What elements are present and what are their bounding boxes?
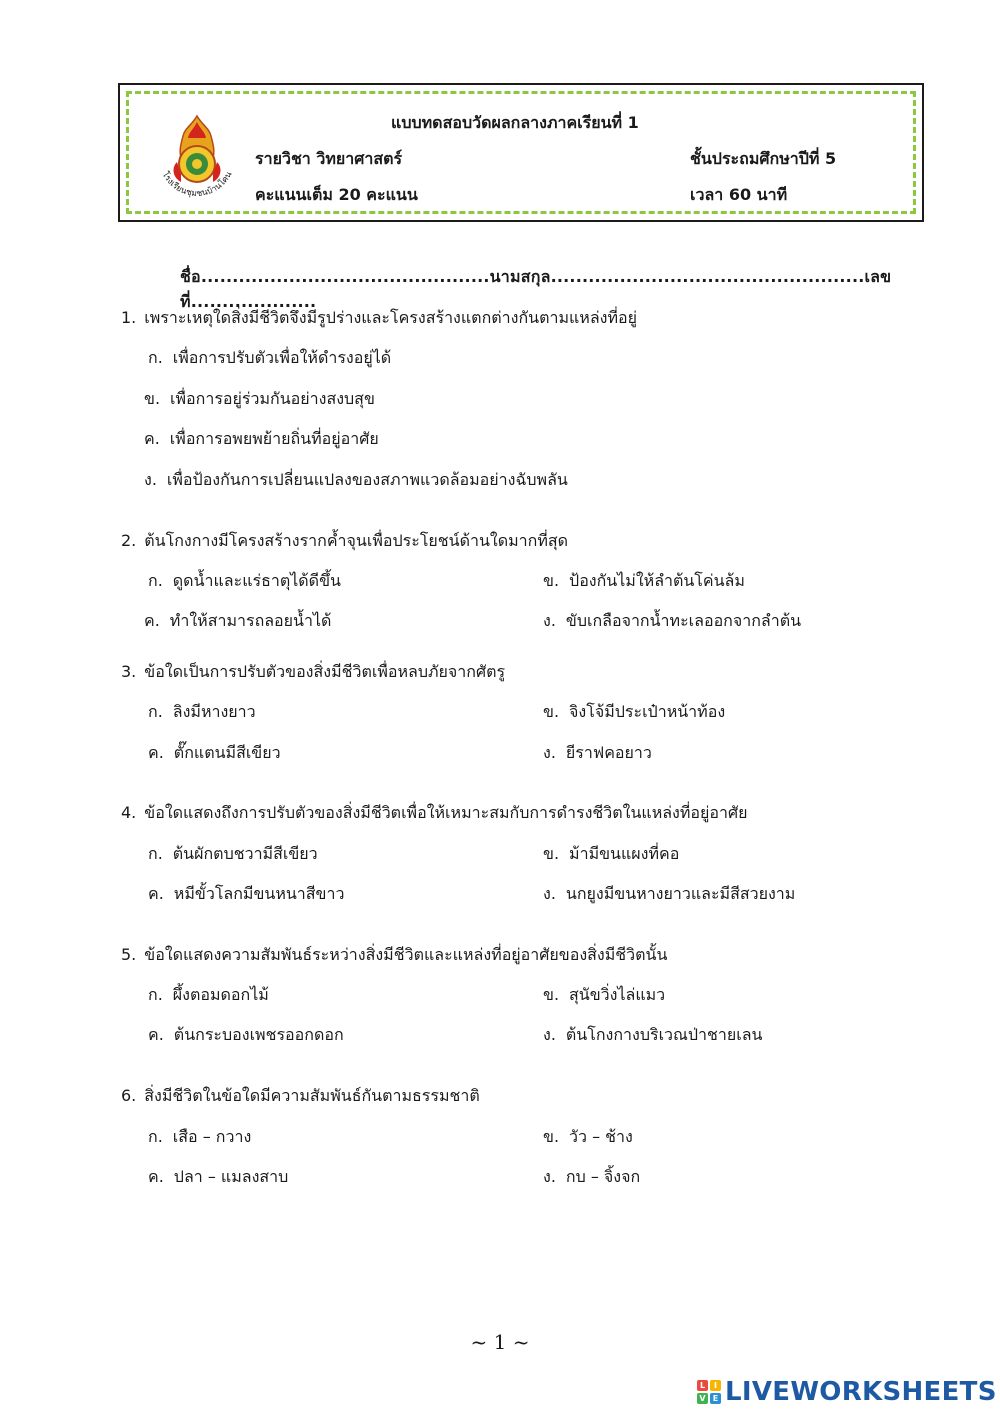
q5-option-c[interactable] — [148, 1023, 344, 1048]
q5-option-a[interactable] — [148, 983, 269, 1008]
question-number: 1. — [121, 308, 137, 327]
question-number: 3. — [121, 662, 137, 681]
question-number: 2. — [121, 531, 137, 550]
q4-option-c[interactable] — [148, 882, 344, 907]
q6-option-a[interactable] — [148, 1125, 251, 1150]
q6-option-c[interactable] — [148, 1165, 288, 1190]
brand-grid-icon — [697, 1380, 721, 1404]
option-text: นกยูงมีขนหางยาวและมีสีสวยงาม — [565, 884, 796, 903]
time-limit-label: เวลา 60 นาที — [690, 185, 788, 204]
q3-option-d[interactable] — [543, 741, 652, 766]
option-text: ยีราฟคอยาว — [565, 743, 652, 762]
question-text: เพราะเหตุใดสิ่งมีชีวิตจึงมีรูปร่างและโครงสร้างแตกต่างกันตามแหล่งที่อยู่ — [144, 308, 637, 327]
q1-option-a[interactable] — [148, 346, 391, 371]
option-text: ดูดน้ำและแร่ธาตุได้ดีขึ้น — [172, 571, 341, 590]
grade-label: ชั้นประถมศึกษาปีที่ 5 — [690, 149, 837, 168]
q6-option-b[interactable] — [543, 1125, 633, 1150]
question-number: 4. — [121, 803, 137, 822]
q1-option-d[interactable] — [144, 468, 568, 493]
option-mark: ค. — [148, 1167, 164, 1186]
question-text: ข้อใดแสดงถึงการปรับตัวของสิ่งมีชีวิตเพื่อให้เหมาะสมกับการดำรงชีวิตในแหล่งที่อยู่อาศัย — [144, 803, 748, 822]
q3-option-c[interactable] — [148, 741, 281, 766]
question-2 — [121, 529, 568, 554]
liveworksheets-logo[interactable] — [697, 1378, 997, 1406]
option-mark: ง. — [543, 1025, 556, 1044]
brand-name: LIVEWORKSHEETS — [725, 1377, 997, 1407]
option-text: กบ – จิ้งจก — [565, 1167, 641, 1186]
option-mark: ข. — [543, 1127, 560, 1146]
option-text: ขับเกลือจากน้ำทะเลออกจากลำต้น — [565, 611, 802, 630]
option-mark: ข. — [543, 702, 560, 721]
exam-title: แบบทดสอบวัดผลกลางภาคเรียนที่ 1 — [391, 113, 639, 132]
header-dashed-frame — [126, 91, 916, 214]
option-text: หมีขั้วโลกมีขนหนาสีขาว — [173, 884, 345, 903]
option-mark: ง. — [543, 611, 556, 630]
option-mark: ก. — [148, 1127, 163, 1146]
school-name-arc: โรงเรียนชุมชนบ้านโคน — [159, 170, 235, 199]
option-text: ลิงมีหางยาว — [172, 702, 256, 721]
option-mark: ข. — [543, 844, 560, 863]
q5-option-d[interactable] — [543, 1023, 762, 1048]
option-mark: ง. — [543, 884, 556, 903]
q4-option-d[interactable] — [543, 882, 795, 907]
option-text: เพื่อการอยู่ร่วมกันอย่างสงบสุข — [170, 389, 375, 408]
option-mark: ข. — [543, 571, 560, 590]
q4-option-a[interactable] — [148, 842, 318, 867]
option-mark: ง. — [543, 1167, 556, 1186]
school-emblem-icon — [151, 112, 243, 204]
option-text: ทำให้สามารถลอยน้ำได้ — [169, 611, 332, 630]
q1-option-c[interactable] — [144, 427, 379, 452]
option-text: จิงโจ้มีประเป๋าหน้าท้อง — [569, 702, 726, 721]
brand-letter: V — [697, 1393, 708, 1404]
option-text: เพื่อการอพยพย้ายถิ่นที่อยู่อาศัย — [169, 429, 379, 448]
option-text: เพื่อป้องกันการเปลี่ยนแปลงของสภาพแวดล้อมอย่างฉับพลัน — [166, 470, 568, 489]
brand-letter: I — [710, 1380, 721, 1391]
option-mark: ง. — [543, 743, 556, 762]
option-mark: ข. — [543, 985, 560, 1004]
brand-letter: E — [710, 1393, 721, 1404]
option-text: สุนัขวิ่งไล่แมว — [569, 985, 666, 1004]
q2-option-b[interactable] — [543, 569, 745, 594]
option-mark: ค. — [148, 1025, 164, 1044]
question-5 — [121, 943, 667, 968]
option-text: ม้ามีขนแผงที่คอ — [569, 844, 680, 863]
option-mark: ค. — [144, 611, 160, 630]
question-number: 5. — [121, 945, 137, 964]
question-text: สิ่งมีชีวิตในข้อใดมีความสัมพันธ์กันตามธรรมชาติ — [144, 1086, 480, 1105]
exam-header-box — [118, 83, 924, 222]
option-text: ปลา – แมลงสาบ — [173, 1167, 289, 1186]
option-text: ป้องกันไม่ให้ลำต้นโค่นล้ม — [569, 571, 745, 590]
brand-letter: L — [697, 1380, 708, 1391]
q2-option-a[interactable] — [148, 569, 341, 594]
option-text: ตั๊กแตนมีสีเขียว — [173, 743, 281, 762]
option-text: ต้นกระบองเพชรออกดอก — [173, 1025, 344, 1044]
option-mark: ค. — [148, 884, 164, 903]
option-mark: ง. — [144, 470, 157, 489]
question-3 — [121, 660, 505, 685]
q2-option-c[interactable] — [144, 609, 331, 634]
option-mark: ก. — [148, 348, 163, 367]
option-text: เพื่อการปรับตัวเพื่อให้ดำรงอยู่ได้ — [172, 348, 392, 367]
question-text: ข้อใดแสดงความสัมพันธ์ระหว่างสิ่งมีชีวิตและแหล่งที่อยู่อาศัยของสิ่งมีชีวิตนั้น — [144, 945, 668, 964]
q5-option-b[interactable] — [543, 983, 665, 1008]
subject-label: รายวิชา วิทยาศาสตร์ — [255, 149, 403, 168]
option-mark: ก. — [148, 571, 163, 590]
option-text: ผึ้งตอมดอกไม้ — [172, 985, 269, 1004]
question-6 — [121, 1084, 480, 1109]
question-1 — [121, 306, 637, 331]
student-info-line[interactable]: ชื่อ..............................................นามสกุล..................................................เลขที่.................... — [180, 267, 892, 311]
q1-option-b[interactable] — [144, 387, 375, 412]
total-score-label: คะแนนเต็ม 20 คะแนน — [255, 185, 418, 204]
option-text: ต้นโกงกางบริเวณป่าชายเลน — [565, 1025, 763, 1044]
q4-option-b[interactable] — [543, 842, 679, 867]
page-number: ~ 1 ~ — [470, 1330, 530, 1354]
q2-option-d[interactable] — [543, 609, 801, 634]
question-4 — [121, 801, 748, 826]
question-number: 6. — [121, 1086, 137, 1105]
option-mark: ก. — [148, 702, 163, 721]
option-mark: ค. — [144, 429, 160, 448]
q3-option-b[interactable] — [543, 700, 725, 725]
q6-option-d[interactable] — [543, 1165, 640, 1190]
option-mark: ค. — [148, 743, 164, 762]
question-text: ต้นโกงกางมีโครงสร้างรากค้ำจุนเพื่อประโยชน์ด้านใดมากที่สุด — [144, 531, 569, 550]
option-text: ต้นผักตบชวามีสีเขียว — [172, 844, 318, 863]
question-text: ข้อใดเป็นการปรับตัวของสิ่งมีชีวิตเพื่อหลบภัยจากศัตรู — [144, 662, 506, 681]
option-text: เสือ – กวาง — [172, 1127, 252, 1146]
option-mark: ข. — [144, 389, 161, 408]
option-text: วัว – ช้าง — [569, 1127, 633, 1146]
q3-option-a[interactable] — [148, 700, 256, 725]
option-mark: ก. — [148, 985, 163, 1004]
option-mark: ก. — [148, 844, 163, 863]
